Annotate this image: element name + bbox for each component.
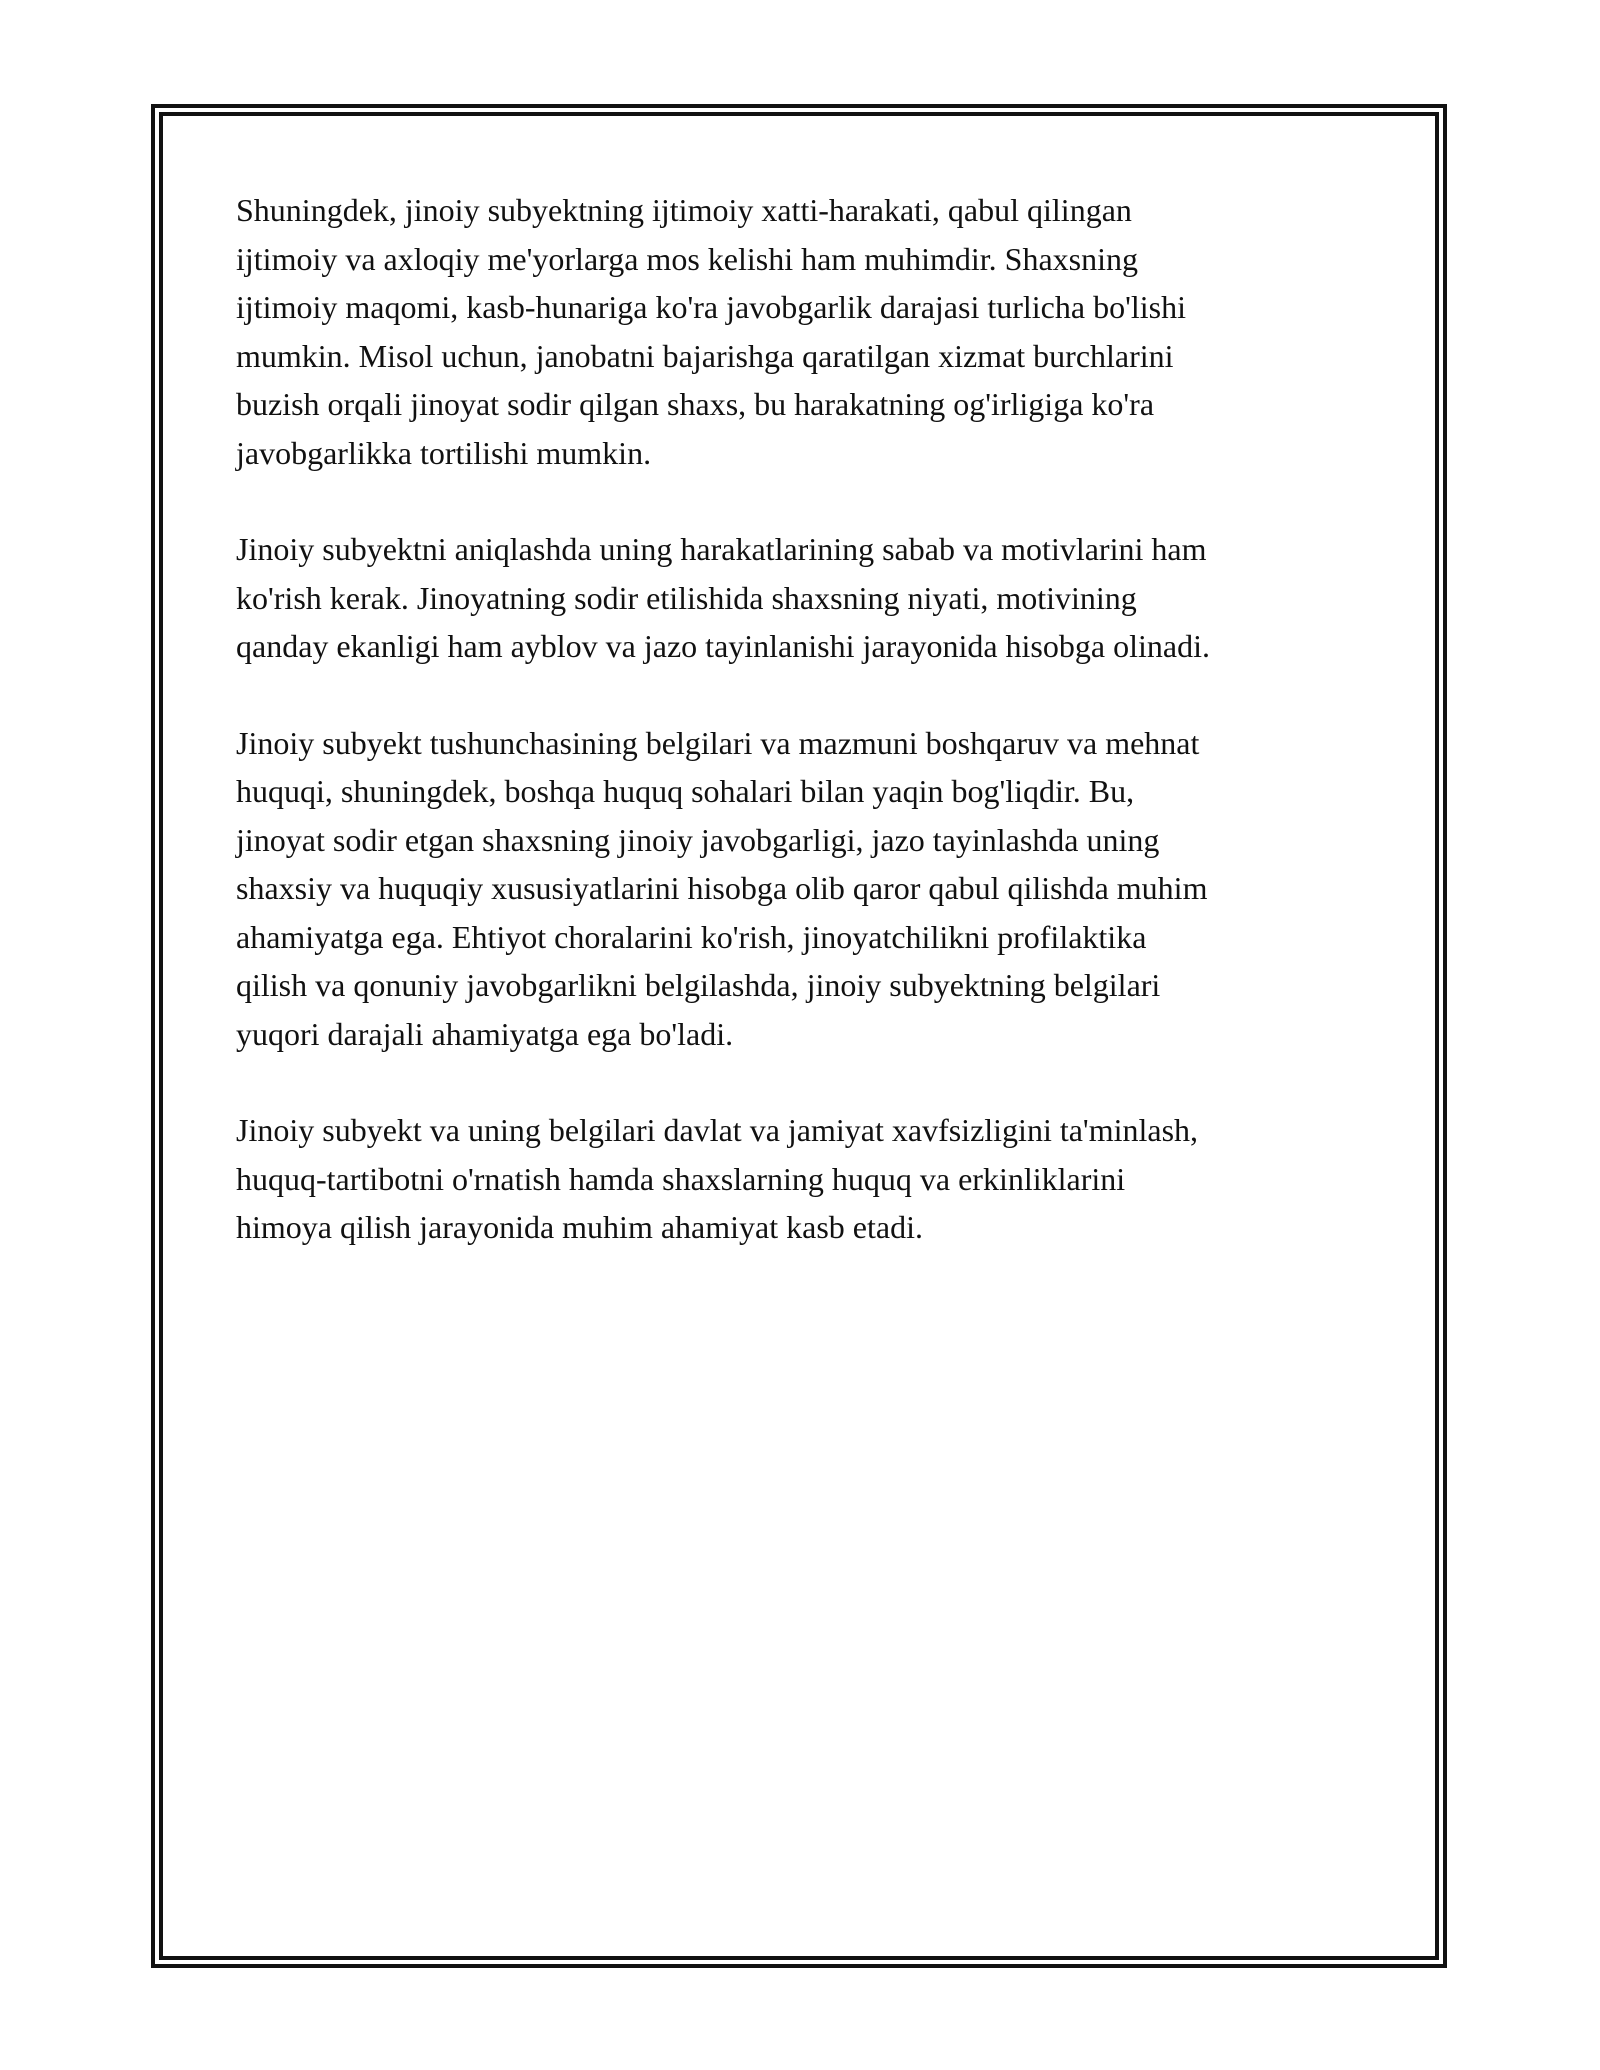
document-body — [236, 186, 1376, 1300]
paragraph-3: Jinoiy subyekt tushunchasining belgilari va mazmuni boshqaruv va mehnat huquqi, shuningdek, boshqa huquq sohalari bilan yaqin bog'liqdir. Bu, jinoyat sodir etgan shaxsning jinoiy javobgarligi, jazo tayinlashda uning shaxsiy va huquqiy xususiyatlarini hisobga olib qaror qabul qilishda muhim ahamiyatga ega. Ehtiyot choralarini ko'rish, jinoyatchilikni profilaktika qilish va qonuniy javobgarlikni belgilashda, jinoiy subyektning belgilari yuqori darajali ahamiyatga ega bo'ladi. — [236, 724, 1208, 1052]
paragraph-2: Jinoiy subyektni aniqlashda uning harakatlarining sabab va motivlarini ham ko'rish kerak. Jinoyatning sodir etilishida shaxsning niyati, motivining qanday ekanligi ham ayblov va jazo tayinlanishi jarayonida hisobga olinadi. — [236, 531, 1210, 664]
paragraph-1: Shuningdek, jinoiy subyektning ijtimoiy xatti-harakati, qabul qilingan ijtimoiy va axloqiy me'yorlarga mos kelishi ham muhimdir. Shaxsning ijtimoiy maqomi, kasb-hunariga ko'ra javobgarlik darajasi turlicha bo'lishi mumkin. Misol uchun, janobatni bajarishga qaratilgan xizmat burchlarini buzish orqali jinoyat sodir qilgan shaxs, bu harakatning og'irligiga ko'ra javobgarlikka tortilishi mumkin. — [236, 192, 1186, 471]
paragraph-4: Jinoiy subyekt va uning belgilari davlat va jamiyat xavfsizligini ta'minlash, huquq-tartibotni o'rnatish hamda shaxslarning huquq va erkinliklarini himoya qilish jarayonida muhim ahamiyat kasb etadi. — [236, 1112, 1199, 1245]
